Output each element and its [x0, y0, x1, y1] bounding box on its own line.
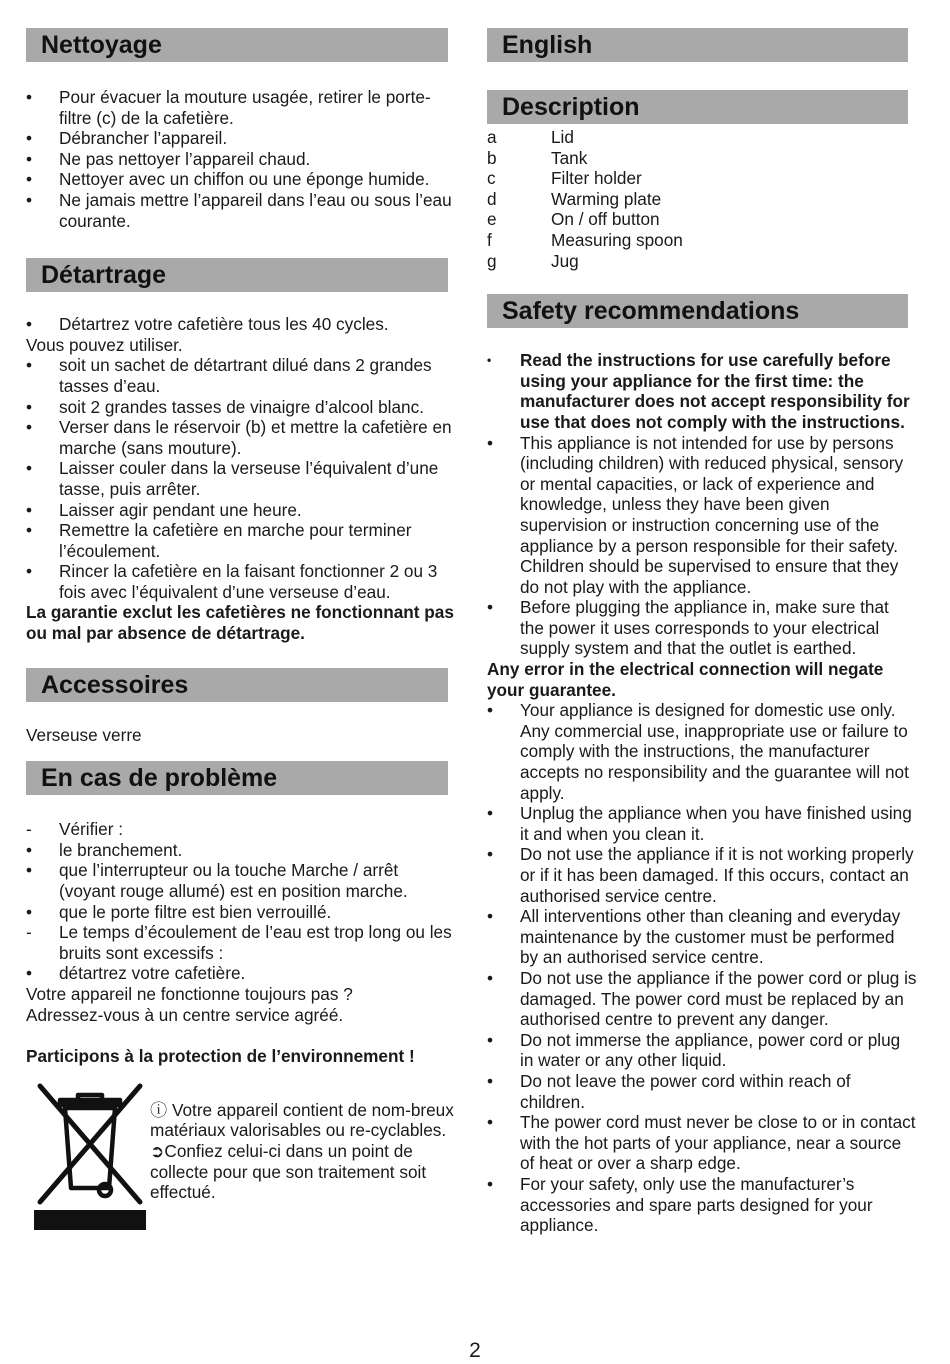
arrow-icon: ➲ [150, 1140, 165, 1161]
crossed-bin-icon [34, 1080, 146, 1230]
list-item: • Do not leave the power cord within reach of children. [487, 1070, 851, 1112]
section-heading-probleme: En cas de problème [26, 761, 448, 795]
list-item: • Before plugging the appliance in, make sure that the power it uses corresponds to your electrical supply system and that the outlet is earthed. [487, 597, 889, 659]
list-item: • This appliance is not intended for use by persons (including children) with reduced physical, sensory or mental capacities, or lack of experience and knowledge, unless they have been given supervision or instruction concerning use of the appliance by a person responsible for their safety. Children should be supervised to ensure that they do not play with the appliance. [487, 432, 904, 597]
environment-text [150, 1100, 460, 1203]
right-column [487, 28, 917, 1236]
list-item: - Le temps d’écoulement de l’eau est trop long ou les bruits sont excessifs : [26, 922, 452, 963]
list-item: • le branchement. [26, 839, 183, 860]
guarantee-note: Any error in the electrical connection will negate your guarantee. [487, 659, 884, 700]
section-heading-safety: Safety recommendations [487, 294, 908, 328]
list-item: • Remettre la cafetière en marche pour terminer l’écoulement. [26, 520, 412, 561]
description-item: b Tank [487, 147, 588, 168]
list-item: • Laisser couler dans la verseuse l’équivalent d’une tasse, puis arrêter. [26, 458, 439, 499]
probleme-line-1: Votre appareil ne fonctionne toujours pas ? [26, 984, 353, 1004]
detartrage-intro: Vous pouvez utiliser. [26, 334, 183, 355]
description-item: d Warming plate [487, 188, 662, 209]
probleme-body [26, 819, 456, 1025]
left-column [26, 28, 456, 1240]
description-item: e On / off button [487, 209, 660, 230]
list-item: • détartrez votre cafetière. [26, 963, 246, 984]
list-item: • Détartrez votre cafetière tous les 40 cycles. [26, 314, 389, 335]
section-heading-accessoires: Accessoires [26, 668, 448, 702]
description-item: f Measuring spoon [487, 229, 683, 250]
list-item: • Rincer la cafetière en la faisant fonctionner 2 ou 3 fois avec l’équivalent d’une verseuse d’eau. [26, 561, 438, 602]
environment-title: Participons à la protection de l’environnement ! [26, 1046, 415, 1067]
environment-info-text: Votre appareil contient de nom-breux matériaux valorisables ou re-cyclables. [150, 1099, 454, 1141]
list-item: • Nettoyer avec un chiffon ou une éponge humide. [26, 169, 430, 190]
list-item: • Verser dans le réservoir (b) et mettre la cafetière en marche (sans mouture). [26, 417, 452, 458]
list-item: • Laisser agir pendant une heure. [26, 499, 302, 520]
description-item: a Lid [487, 127, 574, 147]
section-heading-detartrage: Détartrage [26, 258, 448, 292]
environment-block [26, 1080, 456, 1240]
info-icon: ⓘ [150, 1099, 168, 1120]
accessoires-text: Verseuse verre [26, 724, 142, 745]
safety-body [487, 350, 917, 1236]
description-list [487, 127, 917, 271]
language-heading: English [487, 28, 908, 62]
list-item: - Vérifier : [26, 819, 123, 840]
list-item: • que l’interrupteur ou la touche Marche / arrêt (voyant rouge allumé) est en position marche. [26, 860, 408, 902]
description-item: c Filter holder [487, 168, 642, 189]
probleme-line-2: Adressez-vous à un centre service agréé. [26, 1004, 344, 1025]
page-number: 2 [469, 1339, 481, 1362]
list-item: • soit un sachet de détartrant dilué dans 2 grandes tasses d’eau. [26, 355, 432, 396]
list-item: • Do not use the appliance if the power cord or plug is damaged. The power cord must be replaced by an authorised centre to prevent any danger. [487, 967, 917, 1030]
section-heading-description: Description [487, 90, 908, 124]
list-item: • Ne jamais mettre l’appareil dans l’eau ou sous l’eau courante. [26, 189, 452, 231]
list-item: • Your appliance is designed for domestic use only. Any commercial use, inappropriate use or failure to comply with the instructions, the manufacturer accepts no responsibility and the guarantee will not apply. [487, 700, 909, 803]
list-item: • soit 2 grandes tasses de vinaigre d’alcool blanc. [26, 396, 424, 417]
list-item: • For your safety, only use the manufacturer’s accessories and spare parts designed for your appliance. [487, 1173, 873, 1236]
list-item: • que le porte filtre est bien verrouillé. [26, 901, 332, 922]
environment-arrow-text: Confiez celui-ci dans un point de collecte pour que son traitement soit effectué. [150, 1140, 427, 1203]
detartrage-body [26, 314, 456, 644]
list-item: • Do not immerse the appliance, power cord or plug in water or any other liquid. [487, 1029, 901, 1071]
list-item: • Do not use the appliance if it is not working properly or if it has been damaged. If this occurs, contact an authorised service centre. [487, 844, 914, 906]
list-item: • Ne pas nettoyer l’appareil chaud. [26, 148, 311, 169]
list-item: • The power cord must never be close to or in contact with the hot parts of your appliance, near a source of heat or over a sharp edge. [487, 1112, 916, 1174]
nettoyage-list [26, 87, 456, 231]
section-heading-nettoyage: Nettoyage [26, 28, 448, 62]
list-item: • Read the instructions for use carefully before using your appliance for the first time: the manufacturer does not accept responsibility for use that does not comply with the instructions. [487, 350, 910, 432]
warranty-note: La garantie exclut les cafetières ne fonctionnant pas ou mal par absence de détartrage. [26, 602, 454, 644]
list-item: • Pour évacuer la mouture usagée, retirer le porte-filtre (c) de la cafetière. [26, 87, 431, 128]
list-item: • Unplug the appliance when you have finished using it and when you clean it. [487, 803, 912, 844]
description-item: g Jug [487, 250, 579, 271]
list-item: • Débrancher l’appareil. [26, 128, 228, 149]
list-item: • All interventions other than cleaning and everyday maintenance by the customer must be performed by an authorised service centre. [487, 906, 901, 968]
